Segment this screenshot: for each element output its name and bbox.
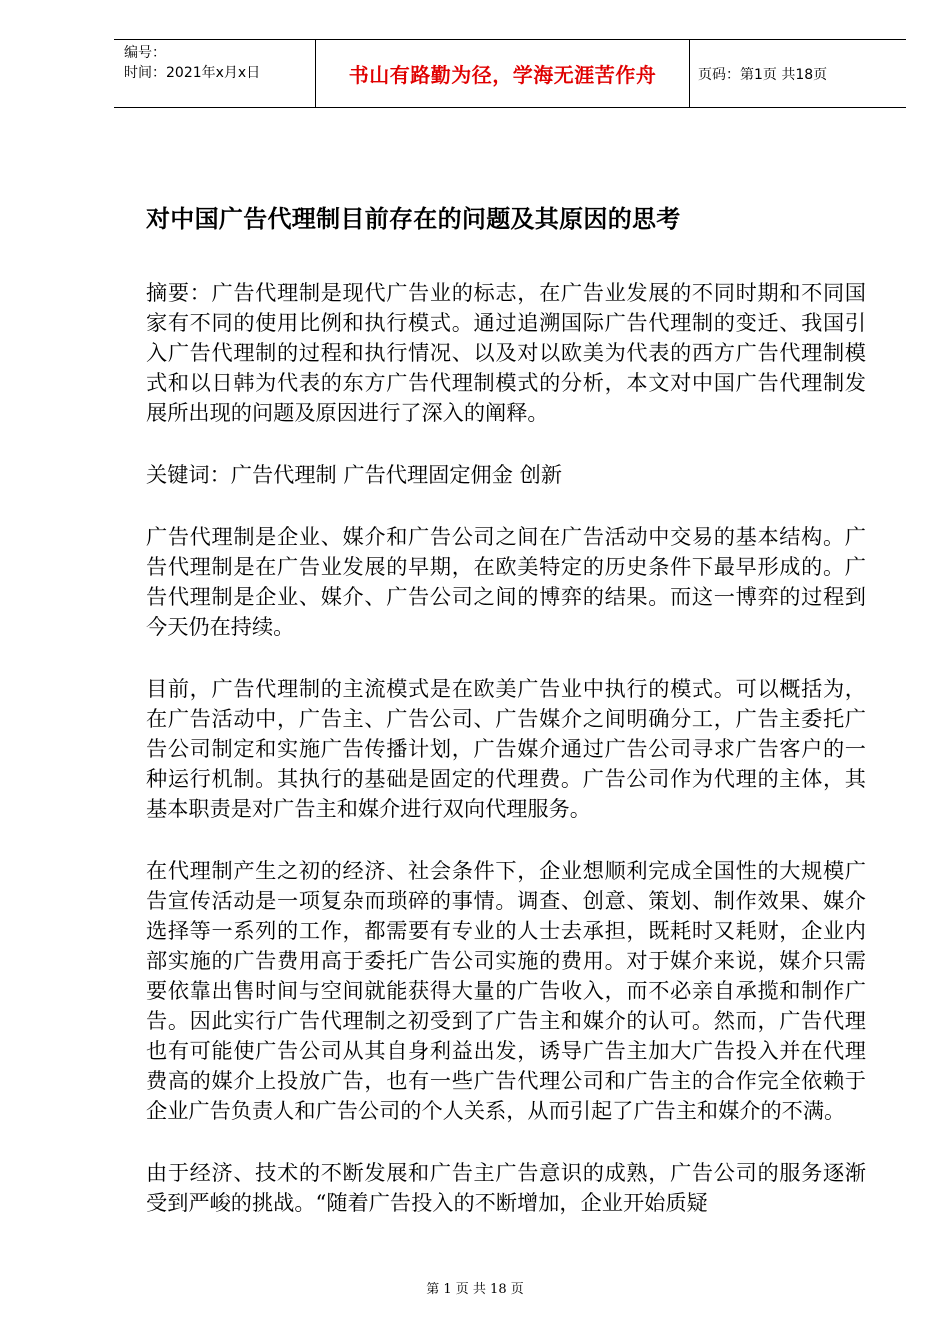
- body-paragraph: 目前，广告代理制的主流模式是在欧美广告业中执行的模式。可以概括为，在广告活动中，广告主、广告公司、广告媒介之间明确分工，广告主委托广告公司制定和实施广告传播计划，广告媒介通过广告公司寻求广告客户的一种运行机制。其执行的基础是固定的代理费。广告公司作为代理的主体，其基本职责是对广告主和媒介进行双向代理服务。: [146, 676, 866, 821]
- time-label: 时间：2021年x月x日: [124, 65, 261, 81]
- header-motto: 书山有路勤为径，学海无涯苦作舟: [316, 40, 690, 107]
- body-paragraph: 在代理制产生之初的经济、社会条件下，企业想顺利完成全国性的大规模广告宣传活动是一项复杂而琐碎的事情。调查、创意、策划、制作效果、媒介选择等一系列的工作，都需要有专业的人士去承担，既耗时又耗财，企业内部实施的广告费用高于委托广告公司实施的费用。对于媒介来说，媒介只需要依靠出售时间与空间就能获得大量的广告收入，而不必亲自承揽和制作广告。因此实行广告代理制之初受到了广告主和媒介的认可。然而，广告代理也有可能使广告公司从其自身利益出发，诱导广告主加大广告投入并在代理费高的媒介上投放广告，也有一些广告代理公司和广告主的合作完全依赖于企业广告负责人和广告公司的个人关系，从而引起了广告主和媒介的不满。: [146, 858, 866, 1123]
- body-paragraph: 广告代理制是企业、媒介和广告公司之间在广告活动中交易的基本结构。广告代理制是在广告业发展的早期，在欧美特定的历史条件下最早形成的。广告代理制是企业、媒介、广告公司之间的博弈的结果。而这一博弈的过程到今天仍在持续。: [146, 524, 866, 639]
- document-body: [146, 278, 866, 1250]
- document-header: [114, 39, 906, 108]
- document-title: 对中国广告代理制目前存在的问题及其原因的思考: [146, 205, 681, 233]
- header-meta: [114, 40, 316, 107]
- header-page-info: 页码：第1页 共18页: [698, 66, 828, 83]
- abstract-paragraph: 摘要：广告代理制是现代广告业的标志，在广告业发展的不同时期和不同国家有不同的使用比例和执行模式。通过追溯国际广告代理制的变迁、我国引入广告代理制的过程和执行情况、以及对以欧美为代表的西方广告代理制模式和以日韩为代表的东方广告代理制模式的分析，本文对中国广告代理制发展所出现的问题及原因进行了深入的阐释。: [146, 280, 866, 425]
- page-footer: 第 1 页 共 18 页: [426, 1282, 524, 1297]
- number-label: 编号：: [124, 45, 166, 61]
- keywords-paragraph: 关键词：广告代理制 广告代理固定佣金 创新: [146, 462, 563, 487]
- body-paragraph: 由于经济、技术的不断发展和广告主广告意识的成熟，广告公司的服务逐渐受到严峻的挑战。“随着广告投入的不断增加，企业开始质疑: [146, 1160, 866, 1215]
